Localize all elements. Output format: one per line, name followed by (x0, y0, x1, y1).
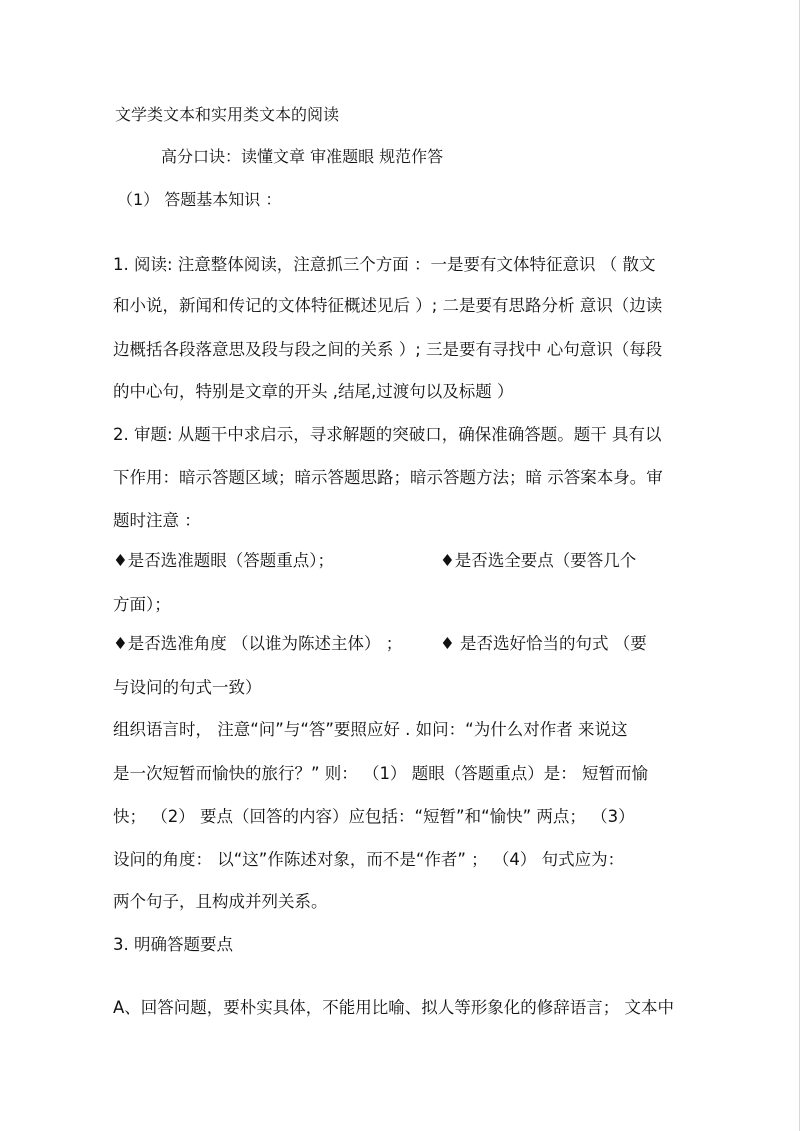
body-line: 的中心句，特别是文章的开头 ,结尾,过渡句以及标题 ） (113, 382, 514, 401)
checklist-item: ♦是否选准角度 （以谁为陈述主体） ； (113, 634, 403, 653)
motto-line: 高分口诀：读懂文章 审准题眼 规范作答 (161, 147, 444, 166)
body-line: 快； （2） 要点（回答的内容）应包括：“短暂”和“愉快” 两点； （3） (113, 807, 635, 826)
body-line: A、回答问题，要朴实具体，不能用比喻、拟人等形象化的修辞语言； 文本中 (113, 998, 675, 1017)
document-title: 文学类文本和实用类文本的阅读 (115, 105, 340, 124)
checklist-item: ♦是否选全要点（要答几个 (440, 551, 637, 570)
body-line: 下作用：暗示答题区域；暗示答题思路；暗示答题方法；暗 示答案本身。审 (113, 468, 663, 487)
body-line: 2. 审题: 从题干中求启示，寻求解题的突破口，确保准确答题。题干 具有以 (113, 425, 662, 444)
body-line: 1. 阅读: 注意整体阅读，注意抓三个方面 ：一是要有文体特征意识 （ 散文 (113, 255, 656, 274)
body-line: 边概括各段落意思及段与段之间的关系 ）; 三是要有寻找中 心句意识（每段 (113, 340, 663, 359)
body-line: 题时注意 ： (113, 511, 201, 530)
subsection-heading: 3. 明确答题要点 (113, 935, 233, 954)
body-line: 是一次短暂而愉快的旅行？” 则： （1） 题眼（答题重点）是： 短暂而愉 (113, 764, 649, 783)
body-line: 设问的角度： 以“这”作陈述对象，而不是“作者” ； （4） 句式应为： (113, 850, 625, 869)
body-line: 组织语言时， 注意“问”与“答”要照应好 . 如问：“为什么对作者 来说这 (113, 720, 628, 739)
body-line: 方面）； (113, 595, 171, 614)
body-line: 与设问的句式一致） (113, 678, 262, 697)
section-heading: （1） 答题基本知识 ： (117, 190, 282, 209)
body-line: 两个句子，且构成并列关系。 (113, 892, 328, 911)
checklist-item: ♦ 是否选好恰当的句式 （要 (440, 634, 647, 653)
checklist-item: ♦是否选准题眼（答题重点）； (113, 551, 335, 570)
body-line: 和小说，新闻和传记的文体特征概述见后 ）; 二是要有思路分析 意识（边读 (113, 296, 663, 315)
